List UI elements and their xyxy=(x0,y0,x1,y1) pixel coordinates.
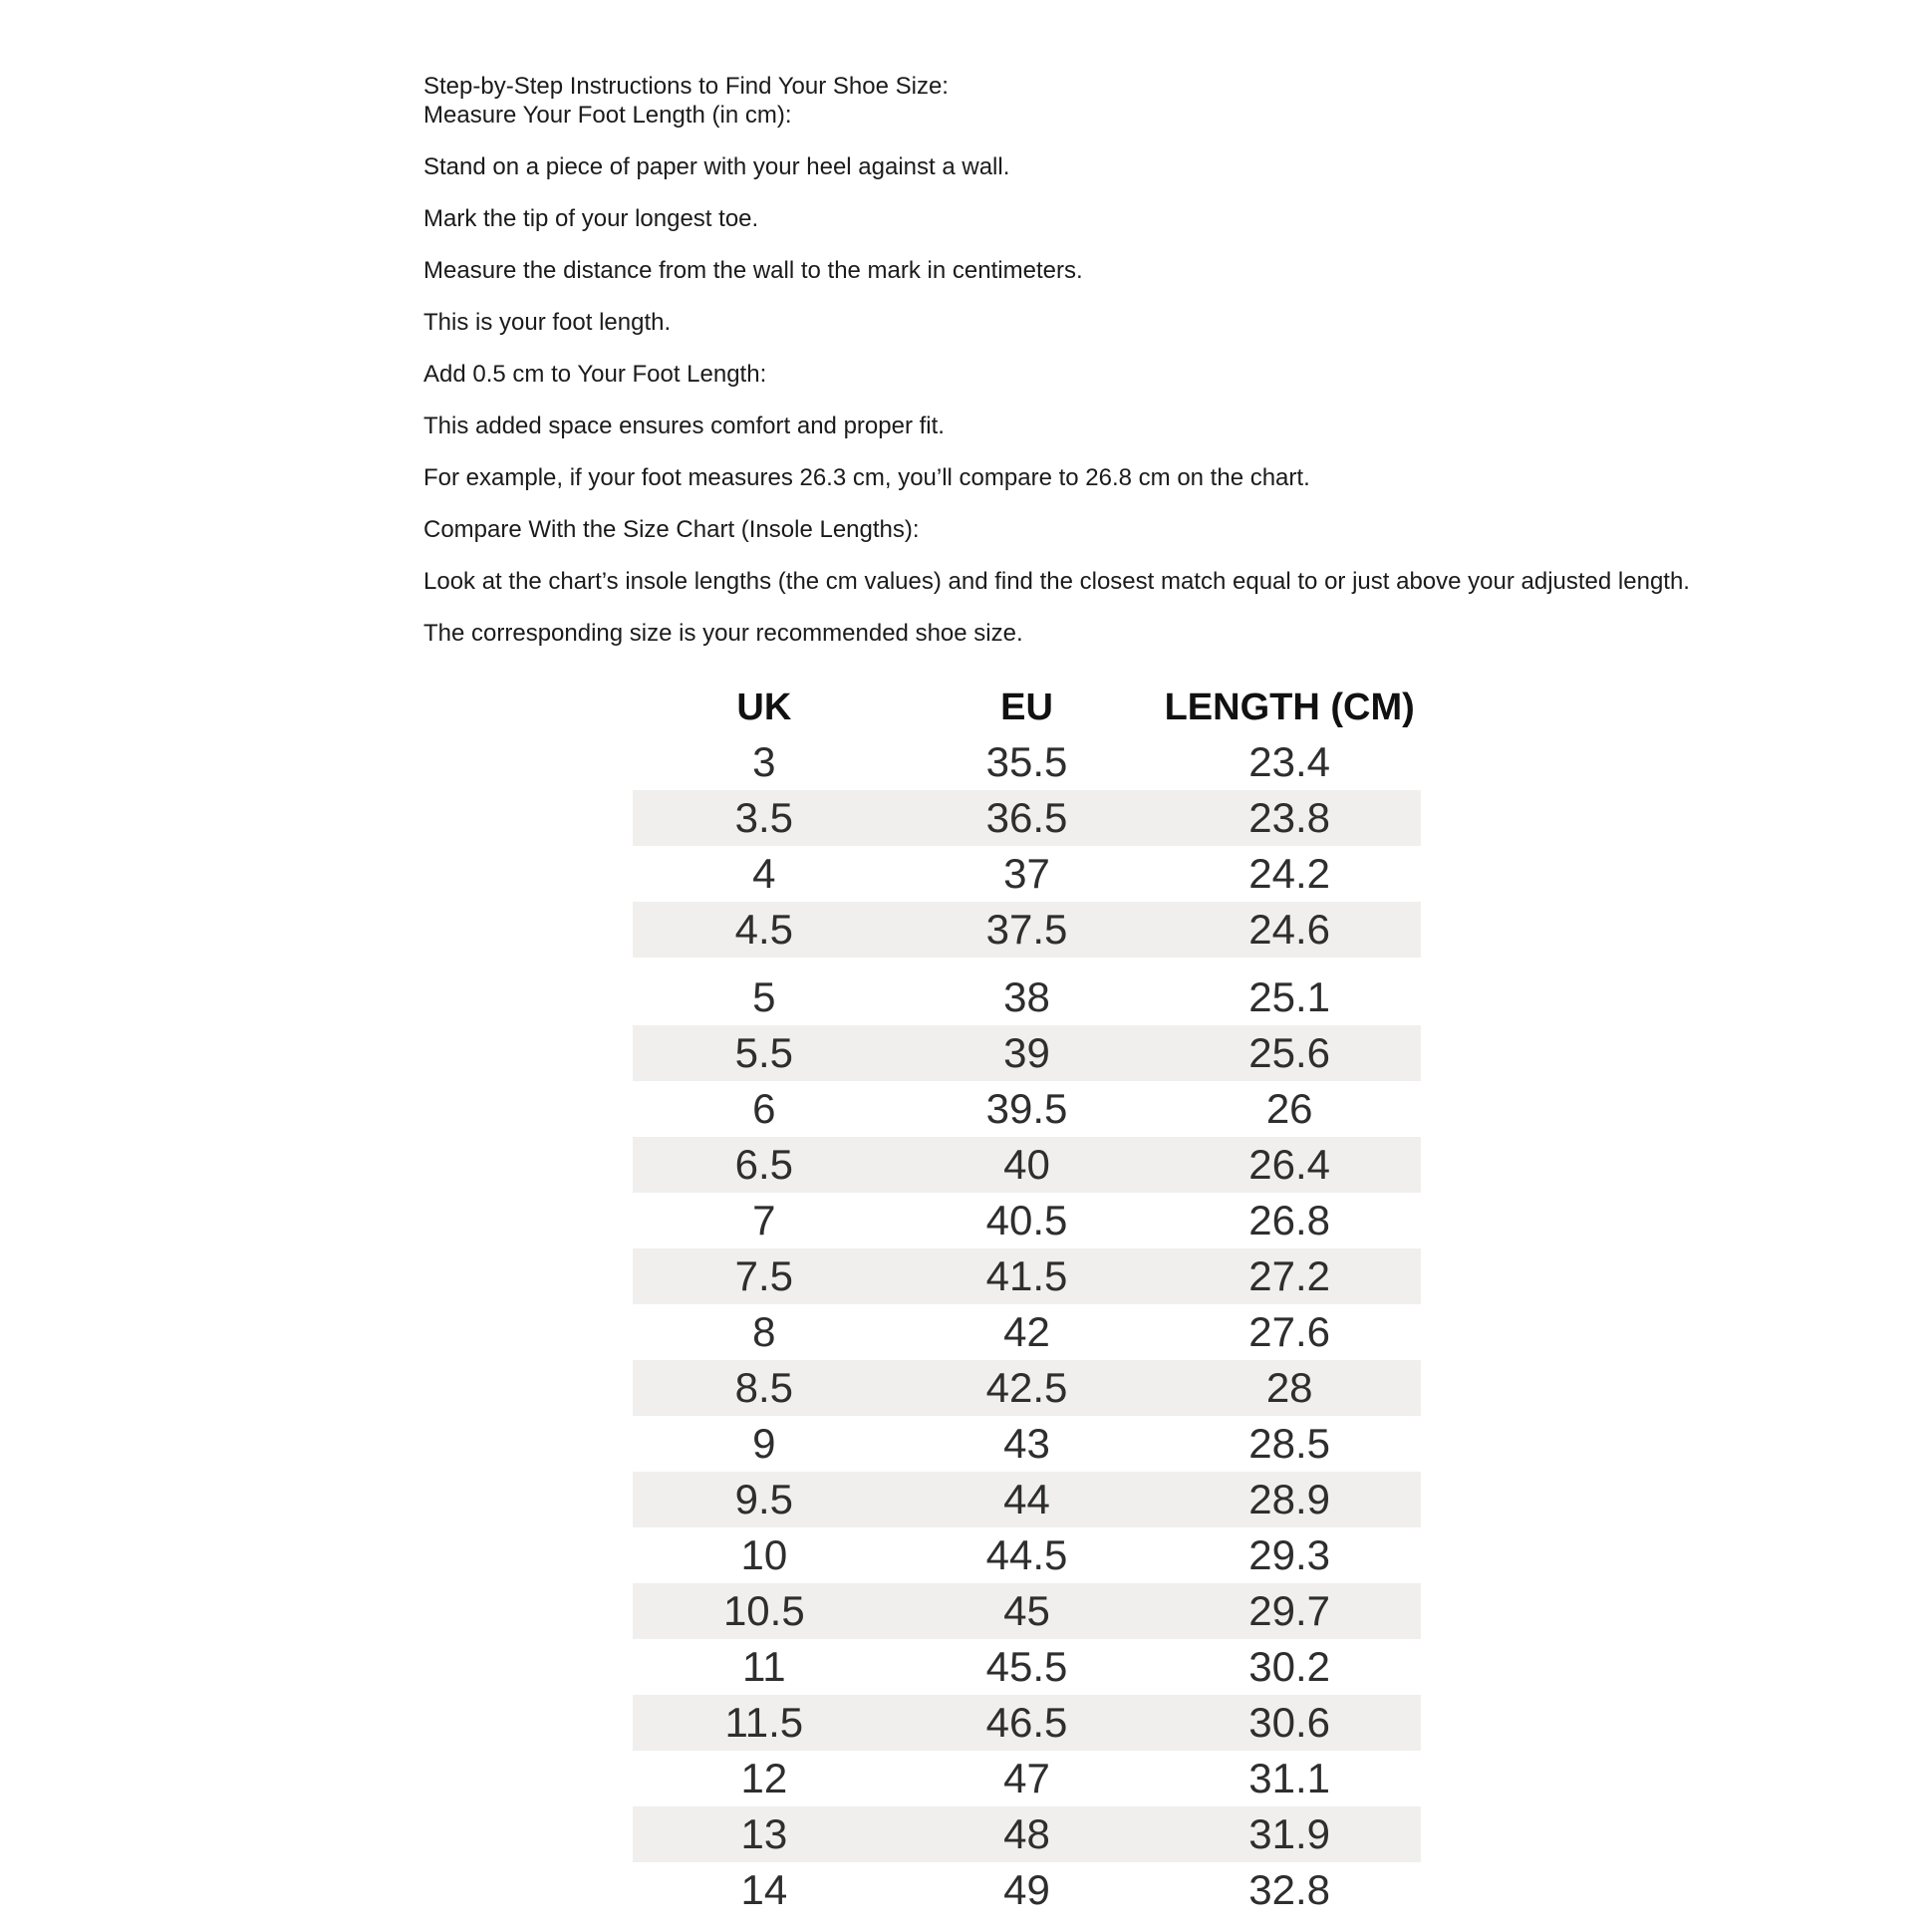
table-cell: 30.2 xyxy=(1248,1643,1331,1690)
table-cell: 10 xyxy=(740,1531,788,1578)
instruction-paragraph: For example, if your foot measures 26.3 cm, you’ll compare to 26.8 cm on the chart. xyxy=(423,464,1310,491)
instruction-paragraph: Add 0.5 cm to Your Foot Length: xyxy=(423,361,767,388)
size-chart-table xyxy=(633,681,1421,1918)
table-cell: 12 xyxy=(740,1755,788,1801)
table-cell: 28 xyxy=(1265,1364,1313,1411)
table-cell: 40 xyxy=(1003,1141,1050,1188)
instruction-paragraph: Mark the tip of your longest toe. xyxy=(423,205,759,232)
table-cell: 29.7 xyxy=(1248,1587,1331,1634)
table-cell: 37 xyxy=(1003,850,1050,897)
table-cell: 13 xyxy=(740,1810,788,1857)
table-cell: 11.5 xyxy=(724,1699,804,1746)
table-cell: 35.5 xyxy=(985,738,1068,785)
instruction-intro-line: Measure Your Foot Length (in cm): xyxy=(423,102,792,129)
table-cell: 44 xyxy=(1003,1476,1050,1522)
table-cell: 8.5 xyxy=(734,1364,794,1411)
table-cell: 41.5 xyxy=(985,1252,1068,1299)
table-cell: 4 xyxy=(752,850,776,897)
table-row xyxy=(633,1081,1421,1137)
table-cell: 6.5 xyxy=(734,1141,794,1188)
table-row xyxy=(633,1751,1421,1806)
table-row xyxy=(633,1472,1421,1527)
column-header: UK xyxy=(736,687,792,728)
table-row xyxy=(633,969,1421,1025)
table-cell: 4.5 xyxy=(734,906,794,953)
table-row xyxy=(633,1806,1421,1862)
table-cell: 3.5 xyxy=(734,794,794,841)
table-row xyxy=(633,1527,1421,1583)
table-cell: 7 xyxy=(752,1197,776,1243)
table-cell: 24.2 xyxy=(1248,850,1331,897)
table-cell: 5 xyxy=(752,973,776,1020)
table-cell: 42.5 xyxy=(985,1364,1068,1411)
table-cell: 44.5 xyxy=(985,1531,1068,1578)
table-cell: 23.4 xyxy=(1248,738,1331,785)
table-cell: 39 xyxy=(1003,1029,1050,1076)
table-cell: 47 xyxy=(1003,1755,1050,1801)
table-cell: 26.8 xyxy=(1248,1197,1331,1243)
table-cell: 45.5 xyxy=(985,1643,1068,1690)
table-row xyxy=(633,1360,1421,1416)
table-cell: 31.1 xyxy=(1248,1755,1331,1801)
instructions-paragraphs xyxy=(423,152,1818,648)
instruction-paragraph: This added space ensures comfort and proper fit. xyxy=(423,413,945,439)
table-cell: 43 xyxy=(1003,1420,1050,1467)
table-cell: 45 xyxy=(1003,1587,1050,1634)
table-row xyxy=(633,1639,1421,1695)
table-cell: 7.5 xyxy=(734,1252,794,1299)
instruction-paragraph: This is your foot length. xyxy=(423,309,672,336)
instruction-paragraph: The corresponding size is your recommended shoe size. xyxy=(423,620,1023,647)
table-cell: 37.5 xyxy=(985,906,1068,953)
instruction-intro-line: Step-by-Step Instructions to Find Your Shoe Size: xyxy=(423,73,949,100)
table-header-row xyxy=(633,681,1421,734)
table-row xyxy=(633,1583,1421,1639)
table-cell: 36.5 xyxy=(985,794,1068,841)
instruction-paragraph: Compare With the Size Chart (Insole Lengths): xyxy=(423,516,920,543)
table-cell: 25.6 xyxy=(1248,1029,1331,1076)
instruction-paragraph: Look at the chart’s insole lengths (the cm values) and find the closest match equal to or just above your adjusted length. xyxy=(423,568,1690,595)
table-row xyxy=(633,902,1421,958)
table-cell: 42 xyxy=(1003,1308,1050,1355)
table-row xyxy=(633,1248,1421,1304)
table-cell: 38 xyxy=(1003,973,1050,1020)
table-cell: 46.5 xyxy=(985,1699,1068,1746)
table-row xyxy=(633,790,1421,846)
table-row xyxy=(633,1416,1421,1472)
table-cell: 40.5 xyxy=(985,1197,1068,1243)
table-cell: 27.2 xyxy=(1248,1252,1331,1299)
table-cell: 8 xyxy=(752,1308,776,1355)
table-row xyxy=(633,1304,1421,1360)
table-cell: 9 xyxy=(752,1420,776,1467)
column-header: LENGTH (CM) xyxy=(1164,687,1415,728)
table-cell: 26.4 xyxy=(1248,1141,1331,1188)
table-row xyxy=(633,1193,1421,1248)
instruction-paragraph: Measure the distance from the wall to the mark in centimeters. xyxy=(423,257,1083,284)
table-row xyxy=(633,846,1421,902)
table-cell: 23.8 xyxy=(1248,794,1331,841)
instructions-block xyxy=(423,72,1818,648)
table-row xyxy=(633,734,1421,790)
table-row xyxy=(633,1862,1421,1918)
table-cell: 28.9 xyxy=(1248,1476,1331,1522)
table-cell: 32.8 xyxy=(1248,1866,1331,1913)
table-cell: 3 xyxy=(752,738,776,785)
instructions-intro xyxy=(423,72,1818,130)
table-row xyxy=(633,1025,1421,1081)
table-cell: 39.5 xyxy=(985,1085,1068,1132)
table-cell: 27.6 xyxy=(1248,1308,1331,1355)
table-cell: 28.5 xyxy=(1248,1420,1331,1467)
table-row xyxy=(633,1695,1421,1751)
table-cell: 24.6 xyxy=(1248,906,1331,953)
table-cell: 25.1 xyxy=(1248,973,1331,1020)
table-cell: 30.6 xyxy=(1248,1699,1331,1746)
table-cell: 48 xyxy=(1003,1810,1050,1857)
table-cell: 26 xyxy=(1265,1085,1313,1132)
table-body xyxy=(633,734,1421,1918)
table-cell: 31.9 xyxy=(1248,1810,1331,1857)
table-cell: 49 xyxy=(1003,1866,1050,1913)
table-cell: 9.5 xyxy=(734,1476,794,1522)
table-cell: 29.3 xyxy=(1248,1531,1331,1578)
column-header: EU xyxy=(1000,687,1053,728)
table-row xyxy=(633,1137,1421,1193)
table-cell: 14 xyxy=(740,1866,788,1913)
table-cell: 5.5 xyxy=(734,1029,794,1076)
instruction-paragraph: Stand on a piece of paper with your heel against a wall. xyxy=(423,153,1010,180)
table-cell: 6 xyxy=(752,1085,776,1132)
table-cell: 10.5 xyxy=(722,1587,805,1634)
table-cell: 11 xyxy=(742,1643,786,1690)
